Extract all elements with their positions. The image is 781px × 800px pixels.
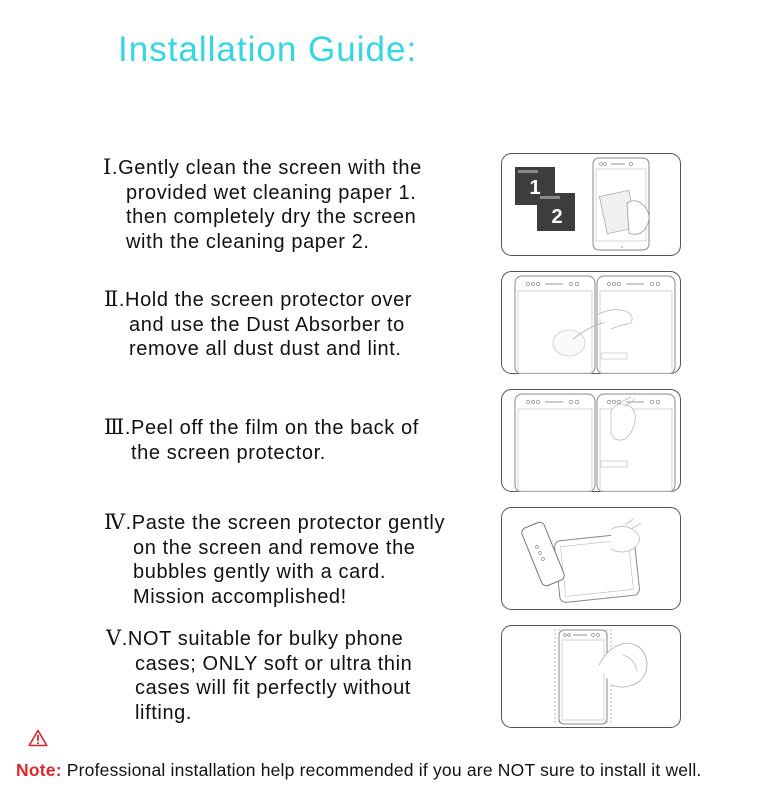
phone-case-fit-icon <box>501 625 681 728</box>
note-text: Professional installation help recommended if you are NOT sure to install it well. <box>61 760 702 780</box>
step-text-line: .Paste the screen protector gently <box>125 512 446 534</box>
step-text-line: cases will fit perfectly without <box>135 677 411 699</box>
step-text-line: provided wet cleaning paper 1. <box>126 181 417 204</box>
warning-triangle-icon <box>28 729 48 752</box>
wipe-label-2: 2 <box>551 206 563 228</box>
step-text-line: lifting. <box>135 701 193 724</box>
step-5 <box>106 626 412 725</box>
step-text-line: .Hold the screen protector over <box>118 289 413 311</box>
step-text-line: .Peel off the film on the back of <box>124 417 419 439</box>
step-text-line: and use the Dust Absorber to <box>129 313 405 336</box>
step-text-line: with the cleaning paper 2. <box>126 230 370 253</box>
note-label: Note: <box>16 760 62 780</box>
step-text-line: .NOT suitable for bulky phone <box>121 628 404 650</box>
step-1 <box>103 155 422 254</box>
step-numeral: Ⅱ <box>104 287 119 311</box>
paste-protector-icon <box>501 507 681 610</box>
step-numeral: Ⅲ <box>104 415 125 439</box>
step-text-line: .Gently clean the screen with the <box>111 157 422 179</box>
step-numeral: Ⅰ <box>103 155 112 179</box>
peel-film-icon <box>501 389 681 492</box>
step-text-line: cases; ONLY soft or ultra thin <box>135 652 413 675</box>
step-2 <box>104 287 412 362</box>
step-text-line: then completely dry the screen <box>126 206 417 228</box>
step-text-line: bubbles gently with a card. <box>133 561 387 583</box>
dust-absorber-icon <box>501 271 681 374</box>
page-title: Installation Guide: <box>118 30 418 69</box>
wipe-cleaning-icon <box>501 153 681 256</box>
step-text-line: the screen protector. <box>131 441 326 464</box>
step-numeral: Ⅴ <box>106 626 122 650</box>
step-text-line: on the screen and remove the <box>133 536 416 559</box>
step-numeral: Ⅳ <box>104 510 126 534</box>
wipe-label-1: 1 <box>529 177 541 199</box>
step-4 <box>104 510 445 609</box>
step-text-line: Mission accomplished! <box>133 585 347 608</box>
step-3 <box>104 415 419 465</box>
step-text-line: remove all dust dust and lint. <box>129 338 402 360</box>
note-line <box>16 760 701 781</box>
